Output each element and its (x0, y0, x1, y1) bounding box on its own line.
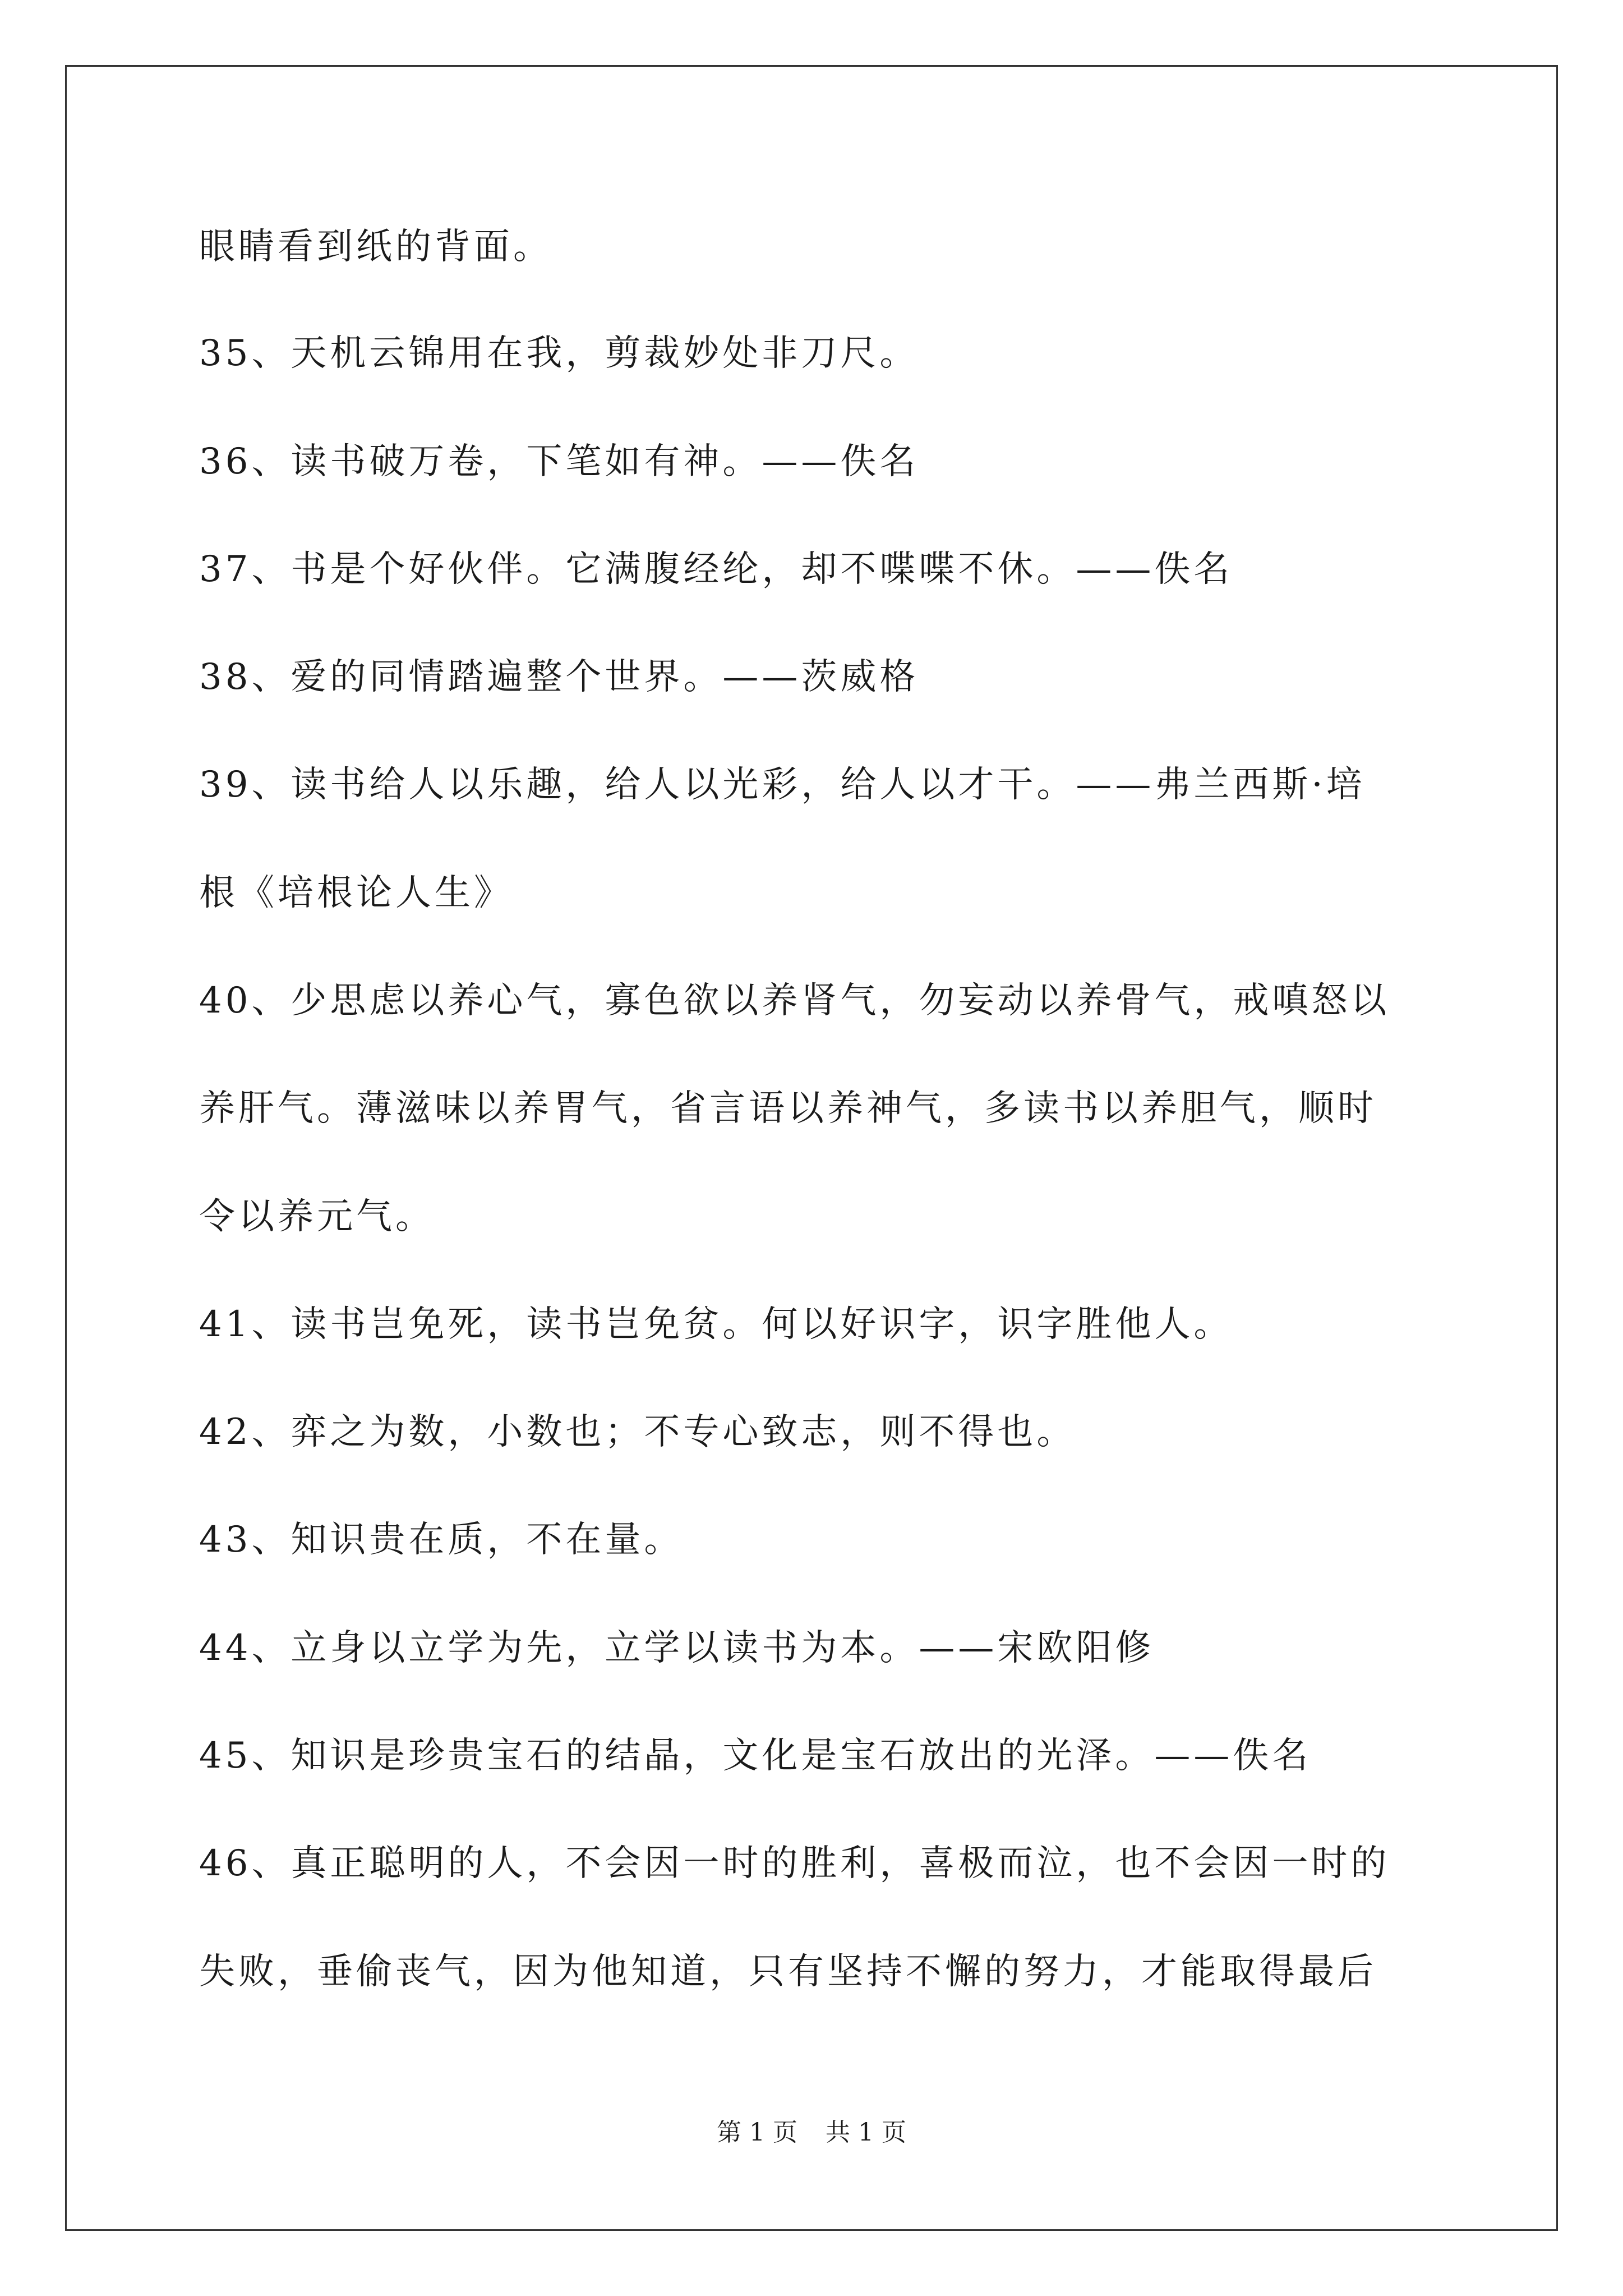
page-border (65, 65, 1558, 2231)
text-line: 44、立身以立学为先，立学以读书为本。——宋欧阳修 (199, 1627, 1155, 1669)
text-line: 39、读书给人以乐趣，给人以光彩，给人以才干。——弗兰西斯·培 (199, 764, 1366, 806)
page-total: 共 1 页 (826, 2118, 906, 2147)
text-line: 45、知识是珍贵宝石的结晶，文化是宝石放出的光泽。——佚名 (199, 1735, 1312, 1777)
text-line: 36、读书破万卷，下笔如有神。——佚名 (199, 441, 919, 482)
text-line: 41、读书岂免死，读书岂免贫。何以好识字，识字胜他人。 (199, 1304, 1233, 1345)
page-footer (0, 2120, 1623, 2145)
page-number: 第 1 页 (717, 2118, 797, 2147)
text-line: 37、书是个好伙伴。它满腹经纶，却不喋喋不休。——佚名 (199, 549, 1233, 590)
text-line: 根《培根论人生》 (199, 872, 513, 914)
text-line: 43、知识贵在质，不在量。 (199, 1519, 684, 1561)
text-line: 40、少思虑以养心气，寡色欲以养肾气，勿妄动以养骨气，戒嗔怒以 (199, 980, 1390, 1022)
text-line: 失败，垂偷丧气，因为他知道，只有坚持不懈的努力，才能取得最后 (199, 1951, 1377, 1993)
text-line: 46、真正聪明的人，不会因一时的胜利，喜极而泣，也不会因一时的 (199, 1843, 1390, 1884)
text-line: 眼睛看到纸的背面。 (199, 226, 552, 268)
text-line: 42、弈之为数，小数也；不专心致志，则不得也。 (199, 1411, 1076, 1453)
text-line: 38、爱的同情踏遍整个世界。——茨威格 (199, 656, 919, 698)
text-line: 养肝气。薄滋味以养胃气，省言语以养神气，多读书以养胆气，顺时 (199, 1088, 1377, 1129)
text-line: 令以养元气。 (199, 1196, 435, 1237)
text-line: 35、天机云锦用在我，剪裁妙处非刀尺。 (199, 333, 919, 374)
